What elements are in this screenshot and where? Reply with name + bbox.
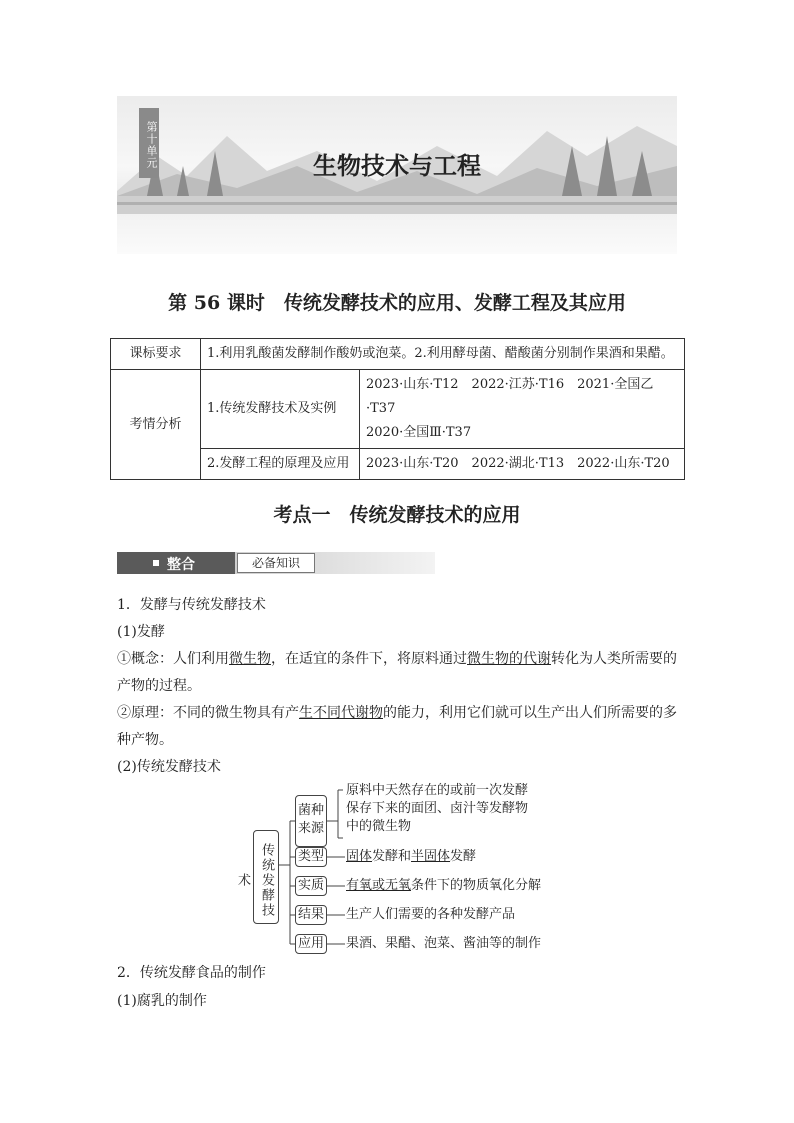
diagram-branch-box: 应用 — [295, 934, 327, 954]
diagram-branch-text: 有氧或无氧条件下的物质氧化分解 — [346, 878, 542, 893]
section-title: 考点一 传统发酵技术的应用 — [273, 504, 521, 526]
table-cell: 1.传统发酵技术及实例 — [201, 370, 360, 449]
table-cell: 1.利用乳酸菌发酵制作酸奶或泡菜。2.利用酵母菌、醋酸菌分别制作果酒和果醋。 — [201, 339, 685, 370]
lesson-title: 第 56 课时 传统发酵技术的应用、发酵工程及其应用 — [168, 292, 626, 314]
banner-reflection — [117, 214, 677, 254]
concept-paragraph-cont: 产物的过程。 — [117, 678, 201, 694]
bar-sub-label: 必备知识 — [237, 553, 315, 573]
square-bullet-icon — [153, 560, 159, 566]
diagram-root-box: 传统发酵技术 — [253, 830, 279, 924]
diagram-branch-box: 实质 — [295, 876, 327, 896]
requirements-table — [110, 338, 685, 480]
integration-bar — [117, 552, 435, 574]
traditional-fermentation-diagram — [235, 780, 570, 955]
table-cell — [360, 370, 685, 449]
table-row — [111, 339, 685, 370]
unit-banner — [117, 96, 677, 254]
unit-tag: 第十单元 — [139, 108, 159, 178]
diagram-branch-box: 菌种来源 — [295, 795, 327, 847]
diagram-branch-text: 果酒、果醋、泡菜、酱油等的制作 — [346, 936, 542, 951]
heading-2-1: (1)腐乳的制作 — [117, 993, 207, 1009]
diagram-branch-box: 类型 — [295, 847, 327, 867]
diagram-branch-text: 原料中天然存在的或前一次发酵 保存下来的面团、卤汁等发酵物 中的微生物 — [346, 783, 529, 834]
table-row — [111, 370, 685, 449]
principle-paragraph-cont: 种产物。 — [117, 732, 173, 748]
heading-1: 1．发酵与传统发酵技术 — [117, 597, 266, 613]
heading-1-2: (2)传统发酵技术 — [117, 759, 221, 775]
unit-title: 生物技术与工程 — [313, 152, 481, 180]
concept-paragraph: ①概念：人们利用微生物，在适宜的条件下，将原料通过微生物的代谢转化为人类所需要的 — [117, 651, 677, 667]
table-cell: 2023·山东·T20 2022·湖北·T13 2022·山东·T20 — [360, 449, 685, 480]
table-cell: 2.发酵工程的原理及应用 — [201, 449, 360, 480]
exam-refs-line: 2020·全国Ⅲ·T37 — [366, 425, 472, 440]
exam-refs-line: 2023·山东·T12 2022·江苏·T16 2021·全国乙·T37 — [366, 377, 654, 416]
diagram-branch-box: 结果 — [295, 905, 327, 925]
diagram-branch-text: 生产人们需要的各种发酵产品 — [346, 907, 516, 922]
diagram-branch-text: 固体发酵和半固体发酵 — [346, 849, 477, 864]
heading-2: 2．传统发酵食品的制作 — [117, 965, 266, 981]
table-header-cell: 课标要求 — [111, 339, 201, 370]
bar-main-label: 整合 — [167, 557, 195, 573]
principle-paragraph: ②原理：不同的微生物具有产生不同代谢物的能力，利用它们就可以生产出人们所需要的多 — [117, 705, 677, 721]
heading-1-1: (1)发酵 — [117, 624, 165, 640]
table-header-cell: 考情分析 — [111, 370, 201, 480]
